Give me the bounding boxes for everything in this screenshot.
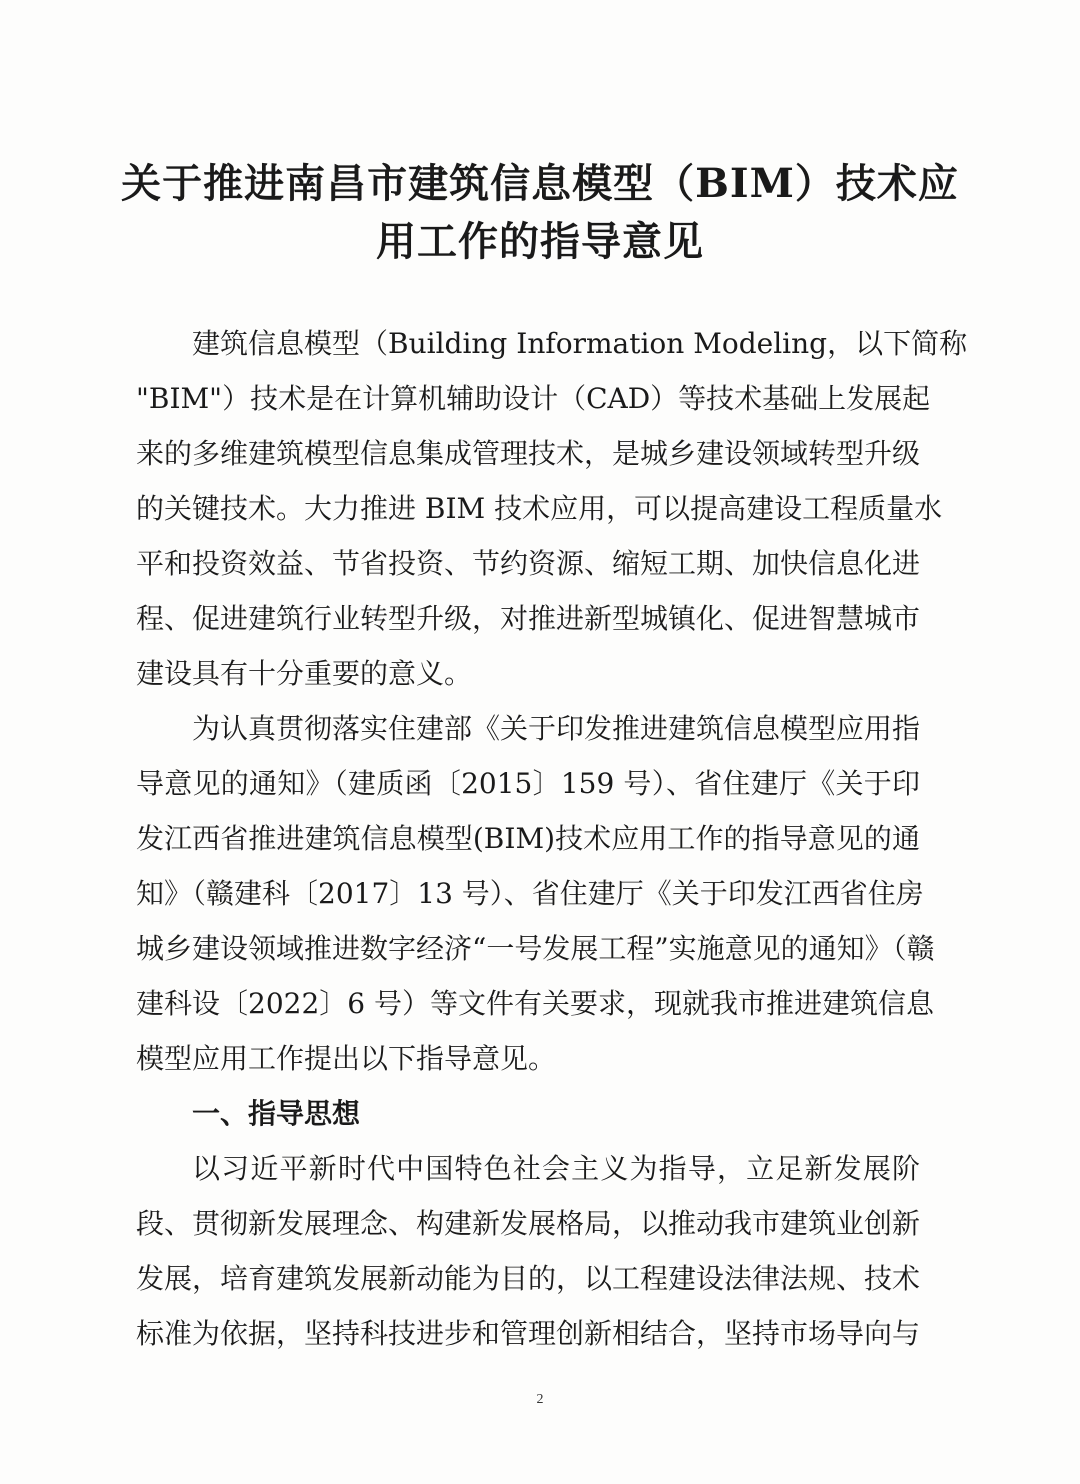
section-heading: 一、指导思想: [192, 1097, 361, 1130]
document-title-line-1: 关于推进南昌市建筑信息模型（BIM）技术应: [121, 160, 959, 207]
body-line: 城乡建设领域推进数字经济“一号发展工程”实施意见的通知》（赣: [136, 932, 935, 965]
body-line: 标准为依据，坚持科技进步和管理创新相结合，坚持市场导向与: [136, 1317, 921, 1350]
page-number: 2: [536, 1392, 544, 1407]
body-line: 建科设〔2022〕6 号）等文件有关要求，现就我市推进建筑信息: [136, 987, 934, 1020]
body-line: "BIM"）技术是在计算机辅助设计（CAD）等技术基础上发展起: [136, 382, 931, 415]
body-line: 来的多维建筑模型信息集成管理技术，是城乡建设领域转型升级: [136, 437, 921, 470]
body-line: 建筑信息模型（Building Information Modeling，以下简称: [192, 327, 968, 360]
body-line: 发江西省推进建筑信息模型(BIM)技术应用工作的指导意见的通: [136, 822, 920, 855]
body-line: 发展，培育建筑发展新动能为目的，以工程建设法律法规、技术: [136, 1262, 921, 1295]
body-line: 模型应用工作提出以下指导意见。: [136, 1042, 557, 1075]
body-line: 建设具有十分重要的意义。: [136, 657, 473, 690]
body-line: 的关键技术。大力推进 BIM 技术应用，可以提高建设工程质量水: [136, 492, 943, 525]
body-line: 平和投资效益、节省投资、节约资源、缩短工期、加快信息化进: [136, 547, 921, 580]
body-line: 为认真贯彻落实住建部《关于印发推进建筑信息模型应用指: [192, 712, 921, 745]
document-title-line-2: 用工作的指导意见: [376, 218, 704, 265]
body-line: 知》（赣建科〔2017〕13 号）、省住建厅《关于印发江西省住房: [136, 877, 924, 910]
body-line: 程、促进建筑行业转型升级，对推进新型城镇化、促进智慧城市: [136, 602, 921, 635]
body-line: 以习近平新时代中国特色社会主义为指导，立足新发展阶: [192, 1152, 920, 1185]
body-line: 段、贯彻新发展理念、构建新发展格局，以推动我市建筑业创新: [136, 1207, 921, 1240]
body-line: 导意见的通知》（建质函〔2015〕159 号）、省住建厅《关于印: [136, 767, 920, 800]
